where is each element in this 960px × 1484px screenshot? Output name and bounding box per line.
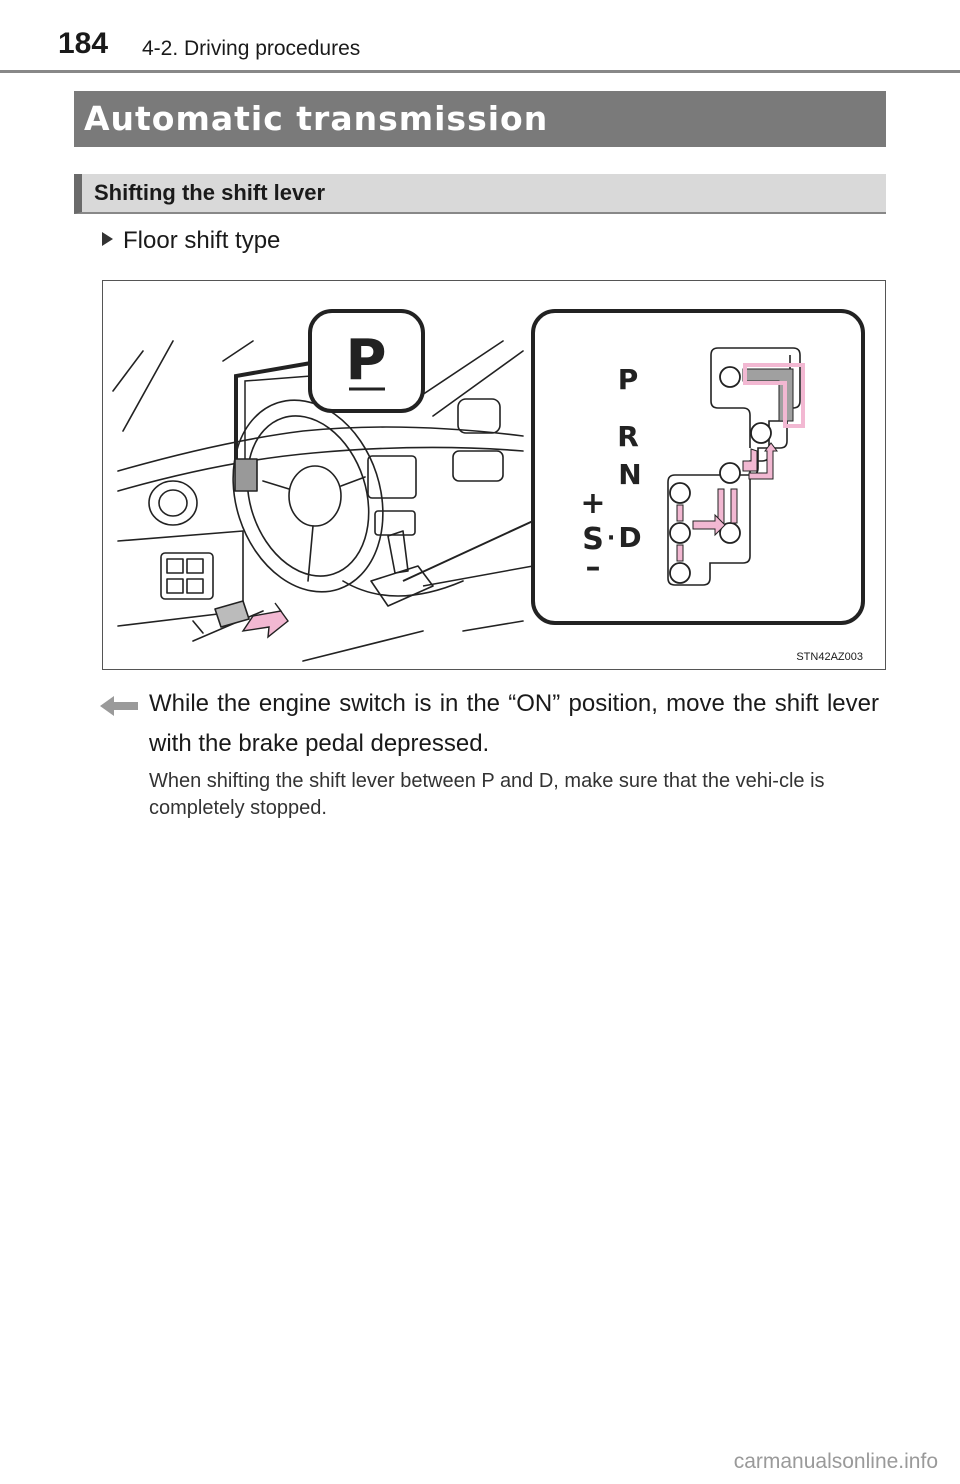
gear-label-dot: · [606,526,616,551]
minus-arrow [677,545,683,561]
steering-wheel-inner [227,400,388,592]
bullet-label: Floor shift type [123,227,281,254]
gear-label-s: S [582,522,604,557]
figure-code: STN42AZ003 [796,651,863,663]
gear-label-n: N [618,458,642,491]
step-instruction: While the engine switch is in the “ON” position, move the shift lever with the brake pedal depressed. [149,690,879,757]
page-title: Automatic transmission [74,91,886,147]
gate-leader [423,566,533,586]
position-minus [670,563,690,583]
position-n [720,463,740,483]
gear-label-plus: + [580,486,606,521]
pillar-line [433,351,523,416]
cluster-indicator [235,459,257,491]
position-p [720,367,740,387]
rear-view-mirror [458,399,500,433]
n-d-arrow [718,489,724,523]
switch [187,579,203,593]
gear-label-minus: – [585,550,601,585]
plus-arrow [677,505,683,521]
gate-leader [403,521,533,581]
center-display [368,456,416,498]
gear-label-r: R [617,420,639,453]
right-vent [453,451,503,481]
dashboard-line [118,427,523,471]
illustration-svg [103,281,887,671]
switch [167,559,183,573]
pillar-line [113,351,143,391]
triangle-bullet-icon [102,232,113,246]
air-vent [149,481,197,525]
bullet-item [102,227,280,255]
brake-pedal [215,601,249,627]
position-r [751,423,771,443]
pillar-line [123,341,173,431]
steering-spokes [263,477,365,581]
air-vent-inner [159,490,187,516]
steering-hub [289,466,341,526]
step-arrow-icon [100,696,140,716]
step-note: When shifting the shift lever between P and D, make sure that the vehi-cle is completely stopped. [149,770,825,819]
header-divider [0,70,960,73]
shift-lever-handle [388,531,408,573]
position-s [670,523,690,543]
watermark: carmanualsonline.info [733,1450,938,1473]
switch [187,559,203,573]
position-plus [670,483,690,503]
d-n-arrow [731,489,737,523]
page-number: 184 [58,27,109,60]
gear-label-d: D [618,521,642,554]
subsection-title: Shifting the shift lever [74,174,886,214]
console-line [343,581,463,596]
callout-letter: P [345,328,387,393]
switch [167,579,183,593]
gear-label-p: P [617,363,639,396]
gate-panel [533,311,863,623]
pillar-line [413,341,503,401]
section-title: 4-2. Driving procedures [142,37,361,60]
brake-pointer-arrow [243,603,288,637]
shift-lever-illustration [102,280,886,670]
pillar-line [223,341,253,361]
accel-pedal [193,621,203,633]
